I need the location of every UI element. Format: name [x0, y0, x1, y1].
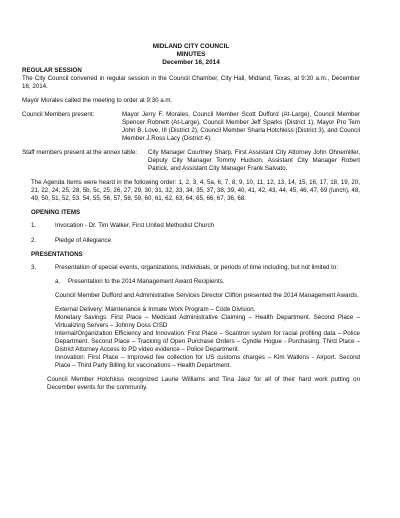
agenda-order: The Agenda Items were heard in the following order: 1, 2, 3, 4, 5a, 6, 7, 8, 9, 10, 11, 12, 13, 14, 15, 16, 17, 18, 19, 20, 21, 22, 24, 25, 28, 5b, 5c, 25, 26, 27, 29, 30, 31, 32, 33, 34, 35, 37, 38, 39, 40, 41, 42, 43, 44, 45, 46, 47, 69 (lunch), 48, 49, 50, 51, 52, 53, 54, 55, 56, 57, 58, 59, 60, 61, 62, 63, 64, 65, 66, 67, 36, 68. — [31, 178, 360, 202]
item-number: 2. — [31, 237, 37, 245]
opening-items-heading: OPENING ITEMS — [31, 208, 81, 216]
award-entry: Innovation: First Place – Improved fee collection for US customs charges – Kim Watkins - Airport. Second Place – Third Party Billing for vaccinations – Health Department. — [55, 353, 360, 369]
list-item — [31, 222, 360, 230]
award-entry: External Delivery: Maintenance & Inmate Work Program – Code Division. — [55, 306, 256, 314]
sub-item-letter: a. — [55, 278, 61, 286]
council-members-block — [22, 111, 360, 143]
award-entry: Internal/Organization Efficiency and Innovation: First Place – Scantron system for racial profiling data – Police Department. Second Place – Tracking of Open Purchase Orders – Cyndie Hogue - Purchasing. Third Place – District Attorney Access to PD video evidence – Police Department. — [55, 329, 360, 353]
sub-item-text: Presentation to the 2014 Management Award Recipients. — [68, 278, 225, 286]
council-members-label: Council Members present: — [22, 111, 95, 119]
staff-members-block — [22, 149, 360, 173]
staff-members-label: Staff members present at the annex table: — [22, 148, 138, 156]
presentations-heading: PRESENTATIONS — [31, 251, 83, 259]
doc-title: MINUTES — [176, 50, 206, 58]
regular-session-heading: REGULAR SESSION — [22, 67, 82, 75]
item-number: 3. — [31, 264, 37, 272]
awards-list — [55, 306, 360, 370]
list-item — [31, 264, 360, 272]
council-members-list: Mayor Jerry F. Morales, Council Member Scott Dufford (At-Large), Council Member Spencer Robnett (At-Large), Council Member Jeff Sparks (District 1), Mayor Pro Tem John B. Love, III (District 2), Council Member Sharla Hotchkiss (District 3), and Council Member J.Ross Lacy (District 4). — [122, 111, 360, 142]
presenters-paragraph: Council Member Dufford and Administrative Services Director Clifton presented the 2014 Management Awards. — [55, 292, 359, 300]
item-number: 1. — [31, 221, 37, 229]
sub-list-item — [55, 278, 360, 286]
document-header — [22, 43, 360, 66]
item-text: Pledge of Allegiance — [55, 237, 112, 245]
closing-paragraph: Council Member Hotchkiss recognized Laurie Williams and Tina Jauz for all of their hard work putting on December events for the community. — [47, 375, 360, 391]
session-intro: The City Council convened in regular session in the Council Chamber, City Hall, Midland, Texas, at 9:30 a.m., December 16, 2014. — [22, 75, 360, 91]
award-entry: Monetary Savings: First Place – Medicaid Administrative Claiming – Health Department. Second Place – Virtualizing Servers – Johnny Doss CISD — [55, 314, 360, 329]
item-text: Presentation of special events, organizations, individuals, or periods of time including, but not limited to: — [55, 264, 339, 272]
call-to-order: Mayor Morales called the meeting to order at 9:30 a.m. — [22, 97, 173, 105]
meeting-date: December 16, 2014 — [162, 58, 220, 66]
list-item — [31, 237, 360, 245]
staff-members-list: City Manager Courtney Sharp, First Assistant City Attorney John Ohnemiller, Deputy City Manager Tommy Hudson, Assistant City Manager Robert Patrick, and Assistant City Manager Frank Salvato. — [148, 148, 360, 172]
item-text: Invocation - Dr. Tim Walker, First United Methodist Church — [55, 221, 214, 229]
org-title: MIDLAND CITY COUNCIL — [152, 43, 230, 50]
